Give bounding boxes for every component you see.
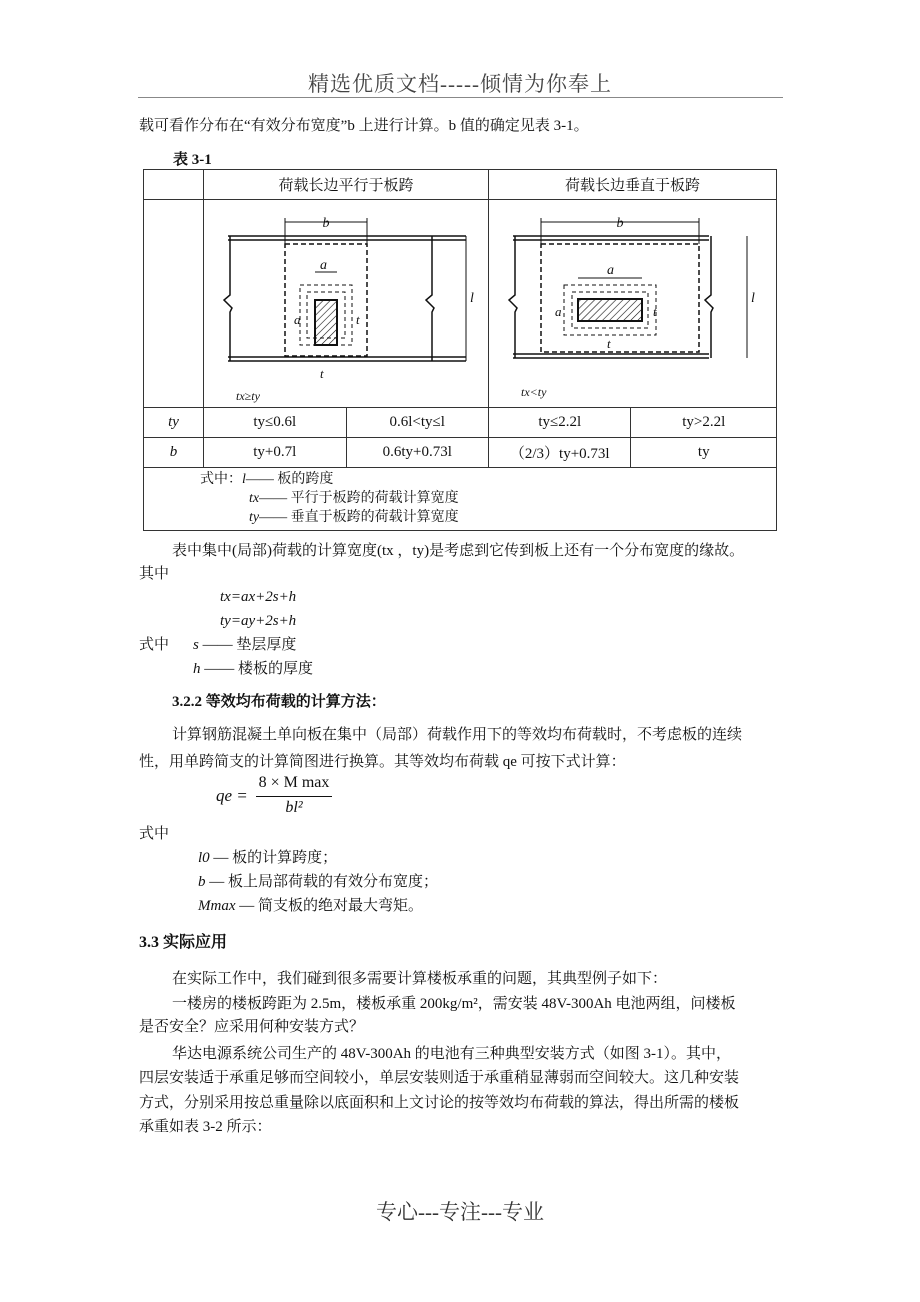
- col-header-perpendicular: 荷载长边垂直于板跨: [489, 170, 777, 200]
- legend-sym: ty: [249, 510, 260, 525]
- label-a: a: [320, 258, 327, 273]
- legend-text: —— 垂直于板跨的荷载计算宽度: [259, 510, 459, 525]
- legend-text: —— 平行于板跨的荷载计算宽度: [259, 491, 459, 506]
- section-3-3-para: 在实际工作中，我们碰到很多需要计算楼板承重的问题，其典型例子如下：: [172, 971, 668, 987]
- support-left: [224, 236, 232, 361]
- support-left-r: [509, 236, 517, 358]
- legend-text: —— 垫层厚度: [202, 637, 297, 653]
- diagram-row-label: [144, 200, 204, 408]
- eq-legend-line: [198, 872, 438, 892]
- intro-line: 载可看作分布在“有效分布宽度”b 上进行计算。b 值的确定见表 3-1。: [139, 118, 589, 134]
- legend-sym: l: [242, 472, 246, 487]
- legend-text: — 简支板的绝对最大弯矩。: [239, 898, 424, 914]
- formula-legend-line: [193, 659, 313, 679]
- col-header-parallel: 荷载长边平行于板跨: [204, 170, 489, 200]
- label-tx: t: [320, 366, 324, 381]
- row-b-cell: 0.6ty+0.73l: [346, 438, 489, 468]
- legend-cell: [144, 468, 777, 531]
- formula-legend-line: [193, 635, 296, 655]
- condition-left: tx≥ty: [236, 389, 260, 403]
- section-3-2-2-title: 3.2.2 等效均布荷载的计算方法：: [172, 694, 386, 710]
- equation-denominator: bl²: [285, 799, 303, 816]
- label-b-r: b: [616, 216, 624, 231]
- label-ay: a: [294, 312, 301, 327]
- load-area: [315, 300, 337, 345]
- row-ty-cell: ty>2.2l: [631, 408, 777, 438]
- label-ty-r: t: [653, 304, 657, 319]
- equation-lhs: qe =: [216, 786, 248, 805]
- section-3-3-para: 一楼房的楼板跨距为 2.5m，楼板承重 200kg/m²，需安装 48V-300Ah 电池两组，问楼板: [172, 996, 736, 1012]
- section-3-3-para: 四层安装适于承重足够而空间较小，单层安装则适于承重稍显薄弱而空间较大。这几种安装: [139, 1070, 740, 1086]
- legend-prefix: 式中：: [200, 472, 242, 487]
- row-b-cell: ty+0.7l: [204, 438, 347, 468]
- section-3-2-2-para: 计算钢筋混凝土单向板在集中（局部）荷载作用下的等效均布荷载时，不考虑板的连续: [172, 727, 743, 743]
- legend-line: [200, 508, 776, 527]
- row-ty-label: ty: [144, 408, 204, 438]
- section-3-3-title: 3.3 实际应用: [139, 934, 228, 951]
- label-l-r: l: [751, 291, 755, 306]
- label-l: l: [470, 291, 474, 306]
- legend-line: [200, 489, 776, 508]
- row-b-cell: （2/3）ty+0.73l: [489, 438, 631, 468]
- equation-fraction-bar: [256, 796, 332, 797]
- legend-sym: h: [193, 661, 201, 677]
- legend-sym: s: [193, 637, 199, 653]
- section-3-3-para: 是否安全？应采用何种安装方式？: [139, 1019, 365, 1035]
- legend-text: — 板上局部荷载的有效分布宽度；: [209, 874, 439, 890]
- legend-text: — 板的计算跨度；: [213, 850, 338, 866]
- eq-legend-prefix: 式中: [139, 826, 170, 842]
- legend-text: —— 板的跨度: [245, 472, 334, 487]
- row-ty-cell: ty≤2.2l: [489, 408, 631, 438]
- section-3-2-2-para: 性，用单跨简支的计算简图进行换算。其等效均布荷载 qe 可按下式计算：: [139, 754, 626, 770]
- legend-line: [200, 470, 776, 489]
- legend-sym: l0: [198, 850, 210, 866]
- row-b-label: b: [144, 438, 204, 468]
- row-ty-cell: ty≤0.6l: [204, 408, 347, 438]
- condition-right: tx<ty: [521, 385, 547, 399]
- table-corner-cell: [144, 170, 204, 200]
- diagram-parallel: [204, 200, 488, 407]
- legend-sym: Mmax: [198, 898, 236, 914]
- formula-tx: tx=ax+2s+h: [220, 589, 297, 605]
- para-width-2: 其中: [139, 566, 170, 582]
- eq-legend-line: [198, 896, 423, 916]
- section-3-3-para: 华达电源系统公司生产的 48V-300Ah 的电池有三种典型安装方式（如图 3-1）。其中，: [172, 1046, 732, 1062]
- section-3-3-para: 方式，分别采用按总重量除以底面积和上文讨论的按等效均布荷载的算法，得出所需的楼板: [139, 1095, 740, 1111]
- formula-ty: ty=ay+2s+h: [220, 613, 297, 629]
- label-tx-r: t: [607, 336, 611, 351]
- diagram-cell-right: [489, 200, 777, 408]
- section-3-3-para: 承重如表 3-2 所示：: [139, 1119, 272, 1135]
- table-3-1: [143, 169, 777, 531]
- para-width: 表中集中(局部)荷载的计算宽度(tx ，ty)是考虑到它传到板上还有一个分布宽度的缘故。: [172, 543, 745, 559]
- header-rule: [138, 97, 783, 98]
- row-ty-cell: 0.6l<ty≤l: [346, 408, 489, 438]
- label-ay-r: a: [555, 304, 562, 319]
- diagram-perpendicular: [489, 200, 776, 407]
- formula-legend-prefix: 式中: [139, 637, 170, 653]
- diagram-cell-left: [204, 200, 489, 408]
- support-right: [426, 236, 434, 361]
- equation-numerator: 8 × M max: [258, 774, 330, 791]
- legend-sym: tx: [249, 491, 260, 506]
- label-a-r: a: [607, 263, 614, 278]
- table-caption: 表 3-1: [173, 152, 212, 168]
- label-ty: t: [356, 312, 360, 327]
- legend-text: —— 楼板的厚度: [204, 661, 314, 677]
- page-header: 精选优质文档-----倾情为你奉上: [308, 72, 612, 96]
- legend-sym: b: [198, 874, 206, 890]
- support-right-r: [705, 236, 713, 358]
- label-b: b: [322, 216, 330, 231]
- page-footer: 专心---专注---专业: [376, 1200, 544, 1224]
- load-area-r: [578, 299, 642, 321]
- row-b-cell: ty: [631, 438, 777, 468]
- eq-legend-line: [198, 848, 337, 868]
